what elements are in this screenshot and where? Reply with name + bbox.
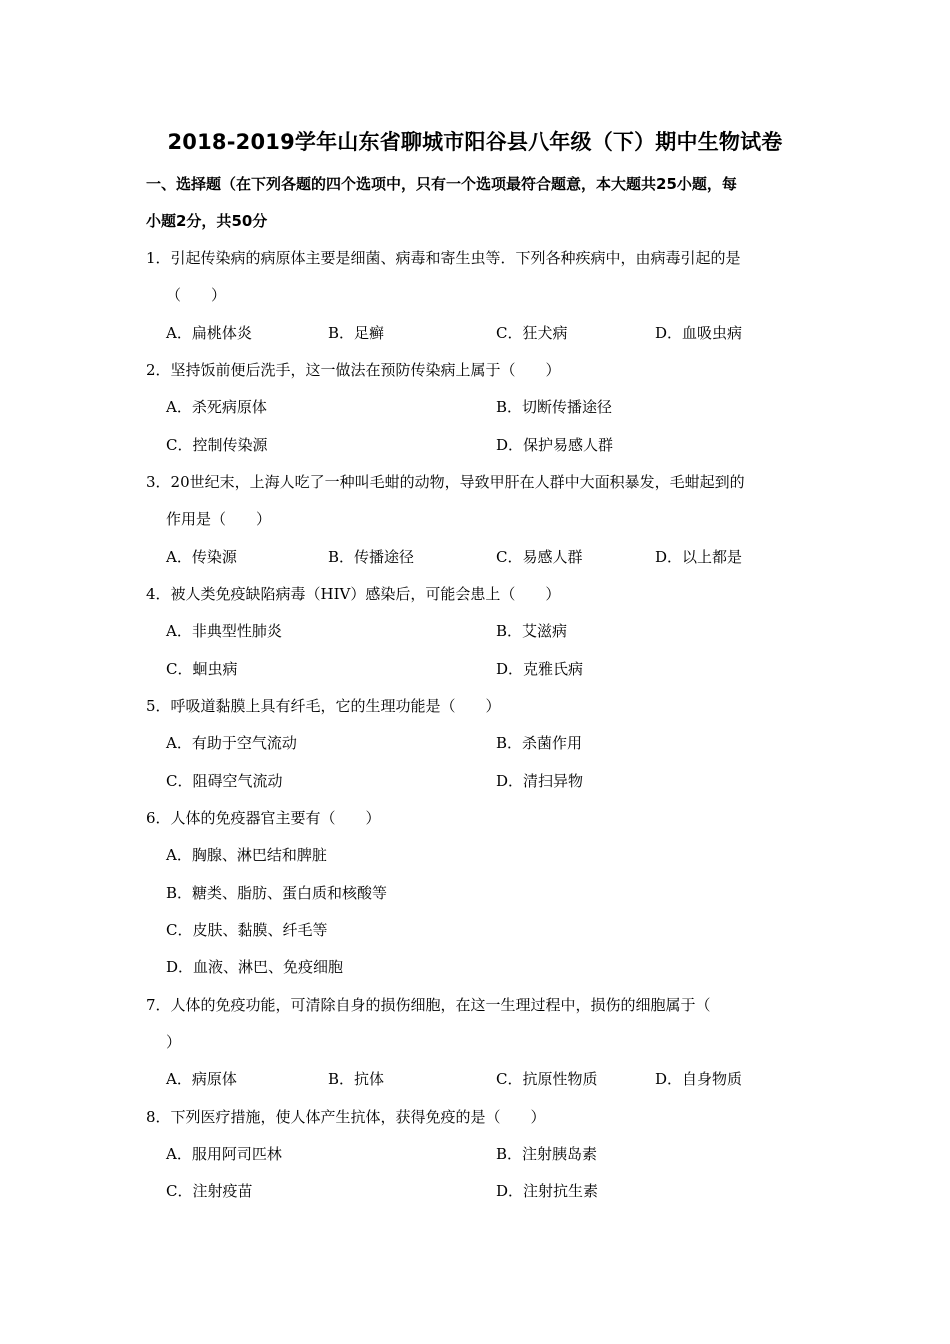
- question-8-option-d[interactable]: D．注射抗生素: [496, 1182, 599, 1200]
- question-8-option-c[interactable]: C．注射疫苗: [166, 1182, 253, 1200]
- question-6-option-a[interactable]: A．胸腺、淋巴结和脾脏: [166, 846, 327, 864]
- question-4-stem: 4．被人类免疫缺陷病毒（HIV）感染后，可能会患上（ ）: [146, 585, 561, 603]
- question-2-stem: 2．坚持饭前便后洗手，这一做法在预防传染病上属于（ ）: [146, 361, 561, 379]
- question-3-option-a[interactable]: A．传染源: [166, 548, 237, 566]
- question-1-option-d[interactable]: D．血吸虫病: [655, 324, 743, 342]
- question-7-option-b[interactable]: B．抗体: [328, 1070, 385, 1088]
- question-6-option-d[interactable]: D．血液、淋巴、免疫细胞: [166, 958, 344, 976]
- section-heading: [146, 166, 814, 240]
- question-7-option-c[interactable]: C．抗原性物质: [496, 1070, 598, 1088]
- question-3-option-d[interactable]: D．以上都是: [655, 548, 743, 566]
- question-5-option-b[interactable]: B．杀菌作用: [496, 734, 583, 752]
- question-5-option-a[interactable]: A．有助于空气流动: [166, 734, 297, 752]
- question-8-option-a[interactable]: A．服用阿司匹林: [166, 1145, 282, 1163]
- question-8-stem: 8．下列医疗措施，使人体产生抗体，获得免疫的是（ ）: [146, 1108, 546, 1126]
- question-7-option-d[interactable]: D．自身物质: [655, 1070, 743, 1088]
- question-6-option-c[interactable]: C．皮肤、黏膜、纤毛等: [166, 921, 328, 939]
- question-4-option-d[interactable]: D．克雅氏病: [496, 660, 584, 678]
- question-2-option-d[interactable]: D．保护易感人群: [496, 436, 614, 454]
- question-5-stem: 5．呼吸道黏膜上具有纤毛，它的生理功能是（ ）: [146, 697, 501, 715]
- question-2-option-c[interactable]: C．控制传染源: [166, 436, 268, 454]
- question-1-option-b[interactable]: B．足癣: [328, 324, 385, 342]
- question-6-stem: 6．人体的免疫器官主要有（ ）: [146, 809, 381, 827]
- question-1-stem: 1．引起传染病的病原体主要是细菌、病毒和寄生虫等．下列各种疾病中，由病毒引起的是: [146, 249, 741, 267]
- question-4-option-a[interactable]: A．非典型性肺炎: [166, 622, 282, 640]
- question-7-option-a[interactable]: A．病原体: [166, 1070, 237, 1088]
- question-2-option-a[interactable]: A．杀死病原体: [166, 398, 267, 416]
- question-6-option-b[interactable]: B．糖类、脂肪、蛋白质和核酸等: [166, 884, 388, 902]
- question-1-option-a[interactable]: A．扁桃体炎: [166, 324, 252, 342]
- question-7-stem-cont: ）: [166, 1033, 182, 1051]
- question-2-option-b[interactable]: B．切断传播途径: [496, 398, 613, 416]
- question-5-option-d[interactable]: D．清扫异物: [496, 772, 584, 790]
- question-7-stem: 7．人体的免疫功能，可清除自身的损伤细胞，在这一生理过程中，损伤的细胞属于（: [146, 996, 711, 1014]
- question-8-option-b[interactable]: B．注射胰岛素: [496, 1145, 598, 1163]
- page-title: 2018-2019学年山东省聊城市阳谷县八年级（下）期中生物试卷: [167, 130, 783, 154]
- section-heading-line2: 小题2分，共50分: [146, 212, 268, 230]
- question-4-option-b[interactable]: B．艾滋病: [496, 622, 568, 640]
- question-1-stem-cont: （ ）: [166, 286, 227, 304]
- section-heading-line1: 一、选择题（在下列各题的四个选项中，只有一个选项最符合题意，本大题共25小题，每: [146, 175, 737, 193]
- question-3-option-c[interactable]: C．易感人群: [496, 548, 583, 566]
- question-3-option-b[interactable]: B．传播途径: [328, 548, 415, 566]
- question-1-option-c[interactable]: C．狂犬病: [496, 324, 568, 342]
- question-4-option-c[interactable]: C．蛔虫病: [166, 660, 238, 678]
- question-3-stem-cont: 作用是（ ）: [166, 510, 272, 528]
- question-5-option-c[interactable]: C．阻碍空气流动: [166, 772, 283, 790]
- question-3-stem: 3．20世纪末，上海人吃了一种叫毛蚶的动物，导致甲肝在人群中大面积暴发，毛蚶起到的: [146, 473, 745, 491]
